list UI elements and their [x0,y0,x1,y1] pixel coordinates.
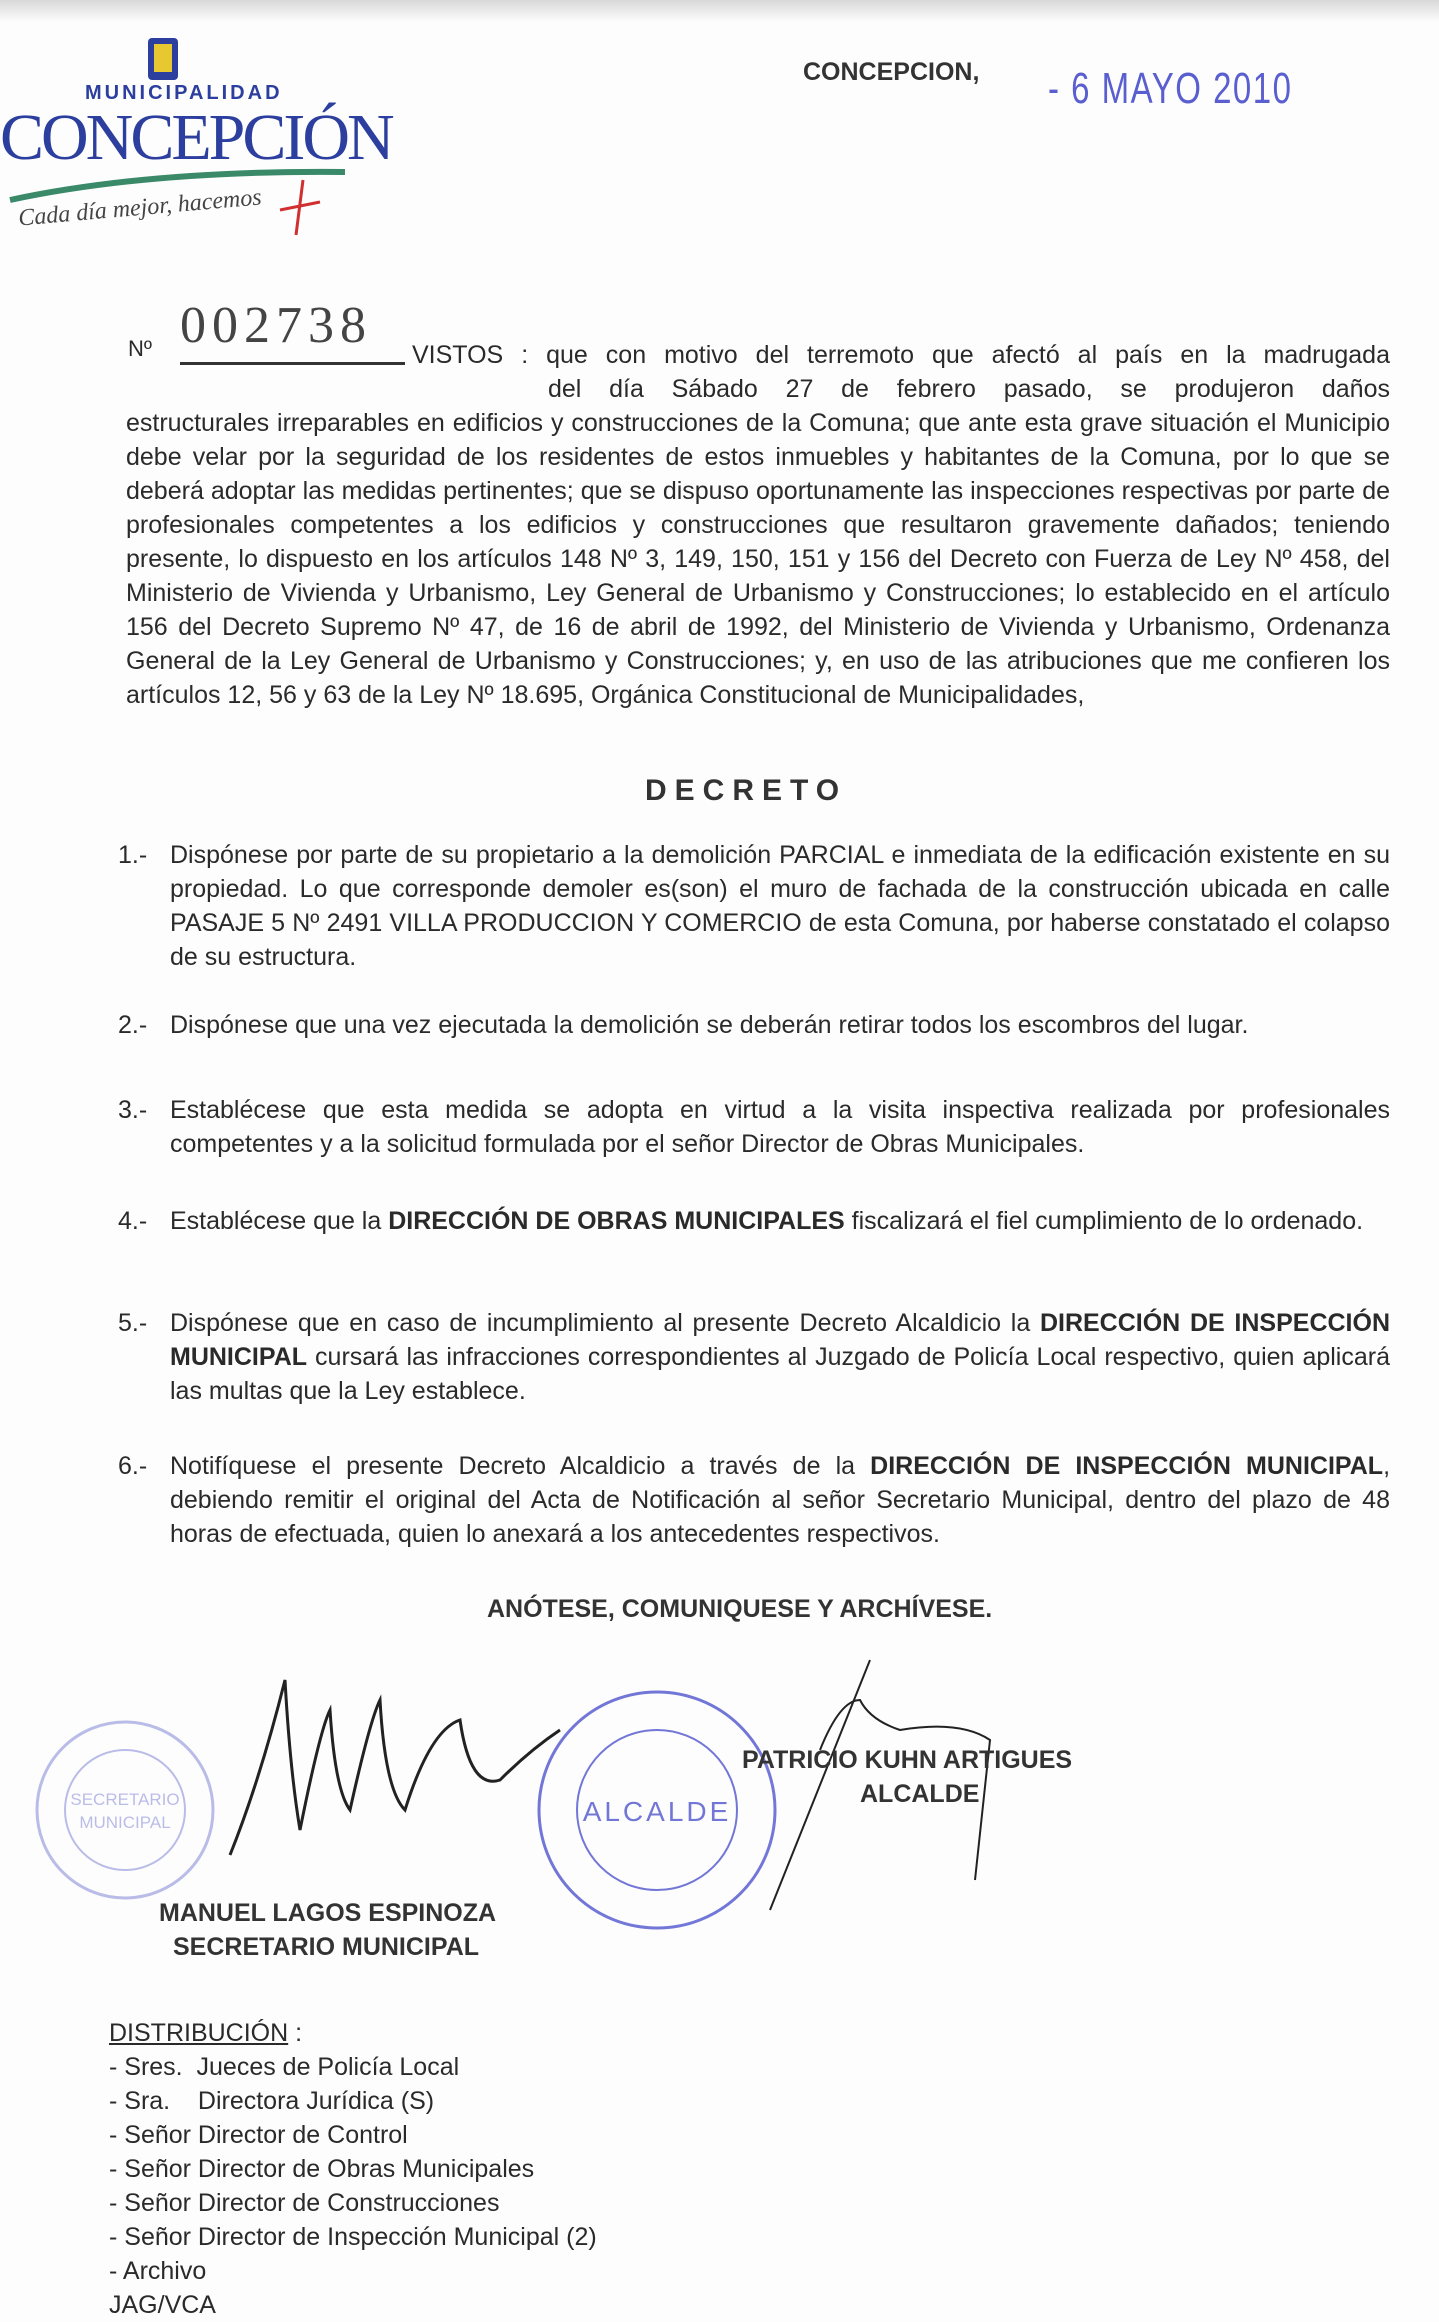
item-text-pre: Notifíquese el presente Decreto Alcaldicio a través de la [170,1452,871,1480]
decree-number: 002738 [180,296,405,365]
item-text-post: cursará las infracciones correspondientes al Juzgado de Policía Local respectivo, quien aplicará las multas que la Ley establece. [170,1343,1390,1405]
distribution-item: - Sra. Directora Jurídica (S) [109,2087,435,2115]
distribution-item: - Archivo [109,2257,207,2285]
vistos-line-1 [412,338,1390,372]
city-label: CONCEPCION, [803,58,980,86]
distribution-item: - Señor Director de Obras Municipales [109,2155,535,2183]
logo-slogan: Cada día mejor, hacemos [17,184,263,232]
decreto-title: DECRETO [645,774,848,807]
decree-item-6 [118,1449,1390,1551]
logo-name: CONCEPCIÓN [0,101,392,174]
secretary-title: SECRETARIO MUNICIPAL [173,1933,480,1961]
vistos-line-2: del día Sábado 27 de febrero pasado, se produjeron daños [548,375,1390,403]
distribution-item: - Señor Director de Control [109,2121,408,2149]
vistos-body: estructurales irreparables en edificios y construcciones de la Comuna; que ante esta grave situación el Municipio debe velar por la seguridad de los residentes de estos inmuebles y habitantes de la Comuna, por lo que se deberá adoptar las medidas pertinentes; que se dispuso oportunamente las inspecciones respectivas por parte de profesionales competentes a los edificios y construcciones que resultaron gravemente dañados; teniendo presente, lo dispuesto en los artículos 148 Nº 3, 149, 150, 151 y 156 del Decreto con Fuerza de Ley Nº 458, del Ministerio de Vivienda y Urbanismo, Ley General de Urbanismo y Construcciones; lo establecido en el artículo 156 del Decreto Supremo Nº 47, de 16 de abril de 1992, del Ministerio de Vivienda y Urbanismo, Ordenanza General de la Ley General de Urbanismo y Construcciones; y, en uso de las atribuciones que me confieren los artículos 12, 56 y 63 de la Ley Nº 18.695, Orgánica Constitucional de Municipalidades, [126,409,1390,709]
item-number: 5.- [118,1309,148,1337]
distribution-title: DISTRIBUCIÓN [109,2019,289,2047]
item-text: Establécese que esta medida se adopta en virtud a la visita inspectiva realizada por profesionales competentes y a la solicitud formulada por el señor Director de Obras Municipales. [170,1096,1390,1158]
item-text-post: , debiendo remitir el original del Acta de Notificación al señor Secretario Municipal, dentro del plazo de 48 horas de efectuada, quien lo anexará a los antecedentes respectivos. [170,1452,1391,1548]
initials: JAG/VCA [109,2291,216,2319]
decree-item-3 [118,1093,1390,1161]
scan-edge [0,0,1439,22]
item-number: 6.- [118,1452,148,1480]
item-number: 1.- [118,841,148,869]
decree-item-1 [118,838,1390,974]
secretary-signature [230,1680,560,1855]
distribution-item: - Sres. Jueces de Policía Local [109,2053,460,2081]
item-text-pre: Establécese que la [170,1207,389,1235]
distribution: DISTRIBUCIÓN : - Sres. Jueces de Policía Local - Sra. Directora Jurídica (S) - Señor Director de Control - Señor Director de Obras Municipales - Señor Director de Construcciones - Señor Director de Inspección Municipal (2) - Archivo JAG/VCA [109,2016,597,2322]
stamp-mayor-center: ALCALDE [582,1796,732,1827]
decree-item-2 [118,1008,1390,1042]
item-text-bold: DIRECCIÓN DE OBRAS MUNICIPALES [388,1207,845,1235]
stamp-secretary-text-1: SECRETARIO [70,1790,180,1809]
mayor-title: ALCALDE [860,1780,980,1808]
item-text-pre: Dispónese que en caso de incumplimiento al presente Decreto Alcaldicio la [170,1309,1040,1337]
number-label: Nº [128,336,152,361]
decree-item-4 [118,1204,1390,1238]
municipality-logo [0,30,392,240]
item-text: Dispónese que una vez ejecutada la demolición se deberán retirar todos los escombros del lugar. [170,1011,1249,1039]
stamp-secretary-text-2: MUNICIPAL [79,1813,171,1832]
logo-top-text: MUNICIPALIDAD [85,82,283,104]
decree-item-5 [118,1306,1390,1408]
item-number: 2.- [118,1011,148,1039]
mayor-stamp [539,1692,775,1928]
secretary-name: MANUEL LAGOS ESPINOZA [159,1899,497,1927]
vistos-first-line: que con motivo del terremoto que afectó al país en la madrugada [546,341,1390,369]
item-number: 4.- [118,1207,148,1235]
item-number: 3.- [118,1096,148,1124]
mayor-name: PATRICIO KUHN ARTIGUES [742,1746,1073,1774]
item-text-post: fiscalizará el fiel cumplimiento de lo ordenado. [844,1207,1364,1235]
date-stamp: - 6 MAYO 2010 [1048,64,1293,113]
distribution-item: - Señor Director de Construcciones [109,2189,500,2217]
item-text-bold: DIRECCIÓN DE INSPECCIÓN MUNICIPAL [870,1452,1384,1480]
vistos-label: VISTOS : [412,341,529,369]
closing-formula: ANÓTESE, COMUNIQUESE Y ARCHÍVESE. [487,1595,993,1623]
secretary-stamp [37,1722,213,1898]
item-text-bold: DIRECCIÓN DE INSPECCIÓN MUNICIPAL [170,1309,1390,1371]
item-text: Dispónese por parte de su propietario a la demolición PARCIAL e inmediata de la edificación existente en su propiedad. Lo que corresponde demoler es(son) el muro de fachada de la construcción ubicada en calle PASAJE 5 Nº 2491 VILLA PRODUCCION Y COMERCIO de esta Comuna, por haberse constatado el colapso de su estructura. [170,841,1390,971]
distribution-item: - Señor Director de Inspección Municipal (2) [109,2223,597,2251]
